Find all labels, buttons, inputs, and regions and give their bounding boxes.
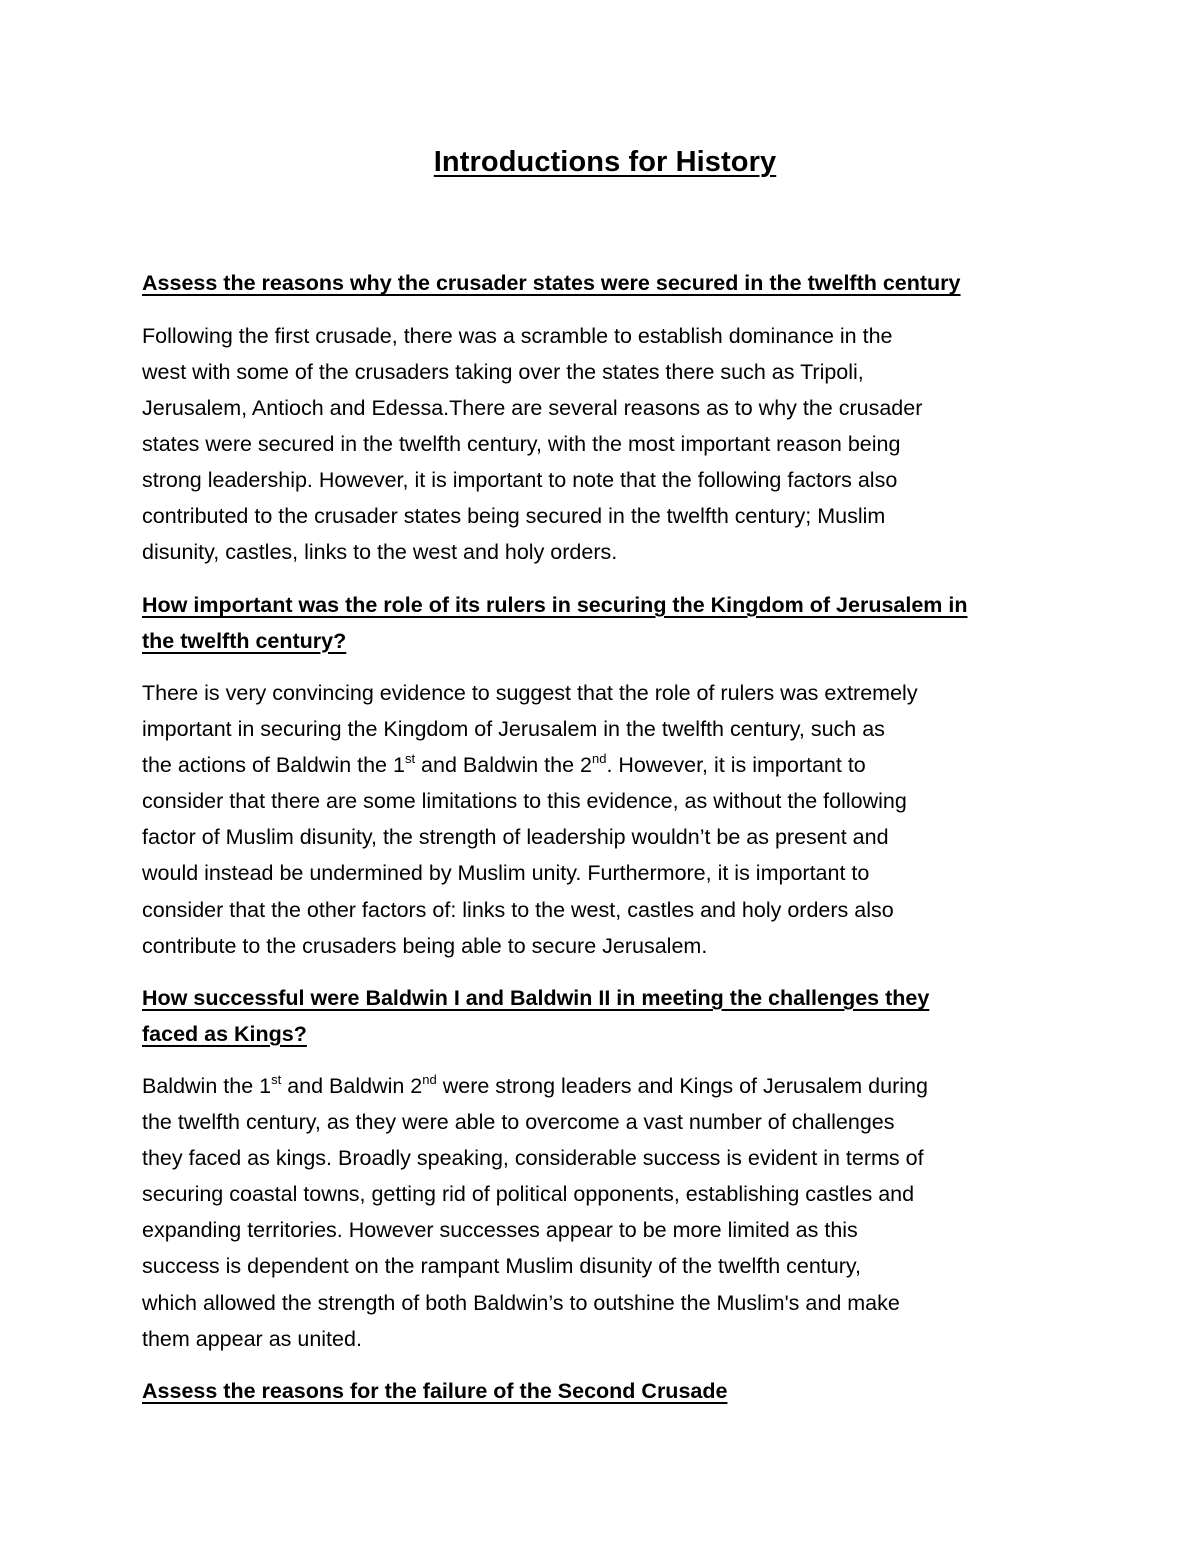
body-line-with-superscripts (142, 747, 1067, 783)
heading-line: Assess the reasons why the crusader states were secured in the twelfth century (142, 271, 961, 295)
section-rulers-role (142, 588, 1067, 964)
text-run: and Baldwin the 2 (415, 753, 592, 778)
heading-line: the twelfth century? (142, 628, 347, 653)
body-line: expanding territories. However successes appear to be more limited as this (142, 1218, 858, 1243)
body-line: important in securing the Kingdom of Jerusalem in the twelfth century, such as (142, 717, 885, 742)
text-run: were strong leaders and Kings of Jerusalem during (436, 1074, 928, 1098)
ordinal-suffix: nd (422, 1072, 437, 1087)
ordinal-suffix: st (404, 751, 416, 767)
section-heading (142, 981, 1067, 1052)
section-heading (142, 1374, 1067, 1410)
body-line: factor of Muslim disunity, the strength of leadership wouldn’t be as present and (142, 825, 889, 850)
heading-line: How successful were Baldwin I and Baldwin II in meeting the challenges they (142, 986, 930, 1010)
body-line: strong leadership. However, it is important to note that the following factors also (142, 467, 898, 492)
body-line: consider that the other factors of: links to the west, castles and holy orders also (142, 897, 894, 922)
body-line: they faced as kings. Broadly speaking, considerable success is evident in terms of (142, 1146, 924, 1171)
section-crusader-states (142, 266, 1067, 570)
ordinal-suffix: nd (591, 751, 607, 767)
section-heading (142, 588, 1067, 659)
body-line: There is very convincing evidence to suggest that the role of rulers was extremely (142, 681, 918, 705)
document-title: Introductions for History (433, 146, 777, 178)
text-run: Baldwin the 1 (142, 1074, 272, 1098)
section-body (142, 318, 1067, 571)
body-line: contribute to the crusaders being able to secure Jerusalem. (142, 933, 708, 958)
section-baldwin-success (142, 981, 1067, 1357)
body-line: securing coastal towns, getting rid of political opponents, establishing castles and (142, 1182, 915, 1207)
body-line: the twelfth century, as they were able to overcome a vast number of challenges (142, 1110, 895, 1135)
text-run: the actions of Baldwin the 1 (142, 753, 405, 778)
section-heading (142, 266, 1067, 302)
body-line: would instead be undermined by Muslim unity. Furthermore, it is important to (142, 861, 870, 886)
heading-line: Assess the reasons for the failure of the Second Crusade (142, 1379, 728, 1403)
body-line: west with some of the crusaders taking over the states there such as Tripoli, (142, 359, 864, 384)
ordinal-suffix: st (271, 1072, 282, 1087)
heading-line: faced as Kings? (142, 1021, 307, 1046)
body-line: consider that there are some limitations to this evidence, as without the following (142, 789, 907, 814)
heading-line: How important was the role of its rulers in securing the Kingdom of Jerusalem in (142, 593, 968, 617)
body-line: contributed to the crusader states being secured in the twelfth century; Muslim (142, 503, 886, 528)
text-run: . However, it is important to (606, 753, 866, 778)
body-line: Following the first crusade, there was a scramble to establish dominance in the (142, 323, 893, 348)
body-line: which allowed the strength of both Baldwin’s to outshine the Muslim's and make (142, 1290, 900, 1315)
body-line: states were secured in the twelfth century, with the most important reason being (142, 431, 901, 456)
body-line: success is dependent on the rampant Muslim disunity of the twelfth century, (142, 1254, 862, 1279)
section-body (142, 1068, 1067, 1357)
body-line: them appear as united. (142, 1326, 362, 1351)
section-second-crusade (142, 1374, 1067, 1410)
section-body (142, 675, 1067, 964)
body-line-with-superscripts (142, 1068, 1067, 1104)
text-run: and Baldwin 2 (281, 1074, 423, 1098)
body-line: disunity, castles, links to the west and holy orders. (142, 540, 618, 565)
body-line: Jerusalem, Antioch and Edessa.There are several reasons as to why the crusader (142, 395, 923, 420)
